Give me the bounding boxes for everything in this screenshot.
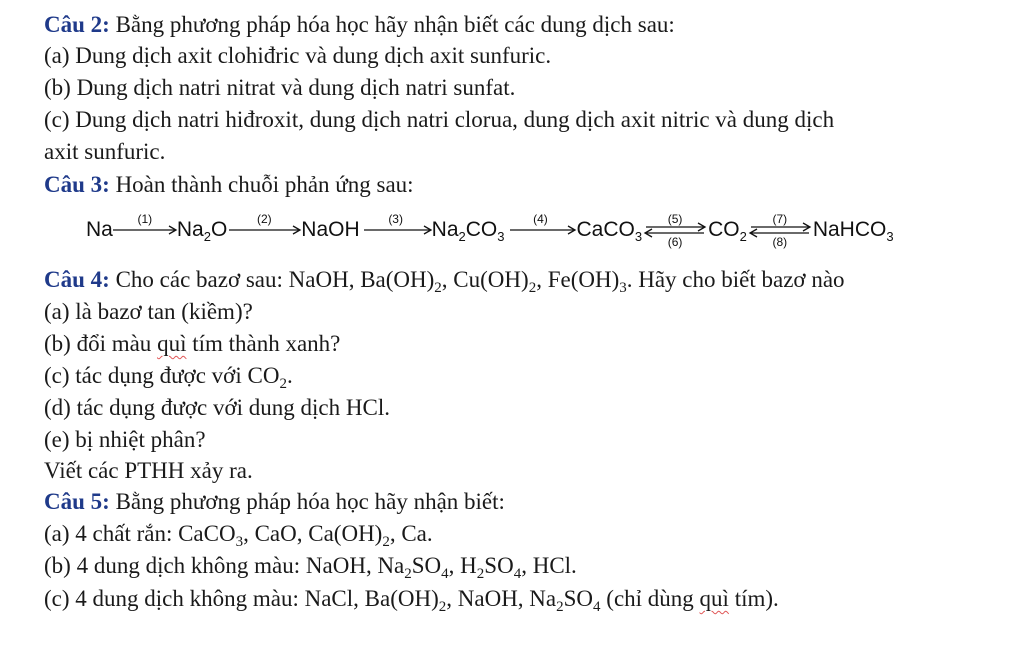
arrow-1 [113,210,177,250]
species-caco3: CaCO$_3$ [576,218,643,244]
species-na2co3: $Na_2CO_3$ [431,218,505,244]
q4-label: Câu 4: [44,267,110,292]
q5-item-b: (b) 4 dung dịch không màu: NaOH, $Na_2SO_4$, $H_2SO_4$, HCl. [44,553,577,582]
q2-item-c-line1: (c) Dung dịch natri hiđroxit, dung dịch natri clorua, dung dịch axit nitric và dung dịch [44,107,835,132]
reaction-chain [86,210,894,250]
q2-label: Câu 2: [44,12,110,37]
q3-text: Hoàn thành chuỗi phản ứng sau: [109,172,414,197]
q4-heading: Câu 4: Cho các bazơ sau: NaOH, $Ba(OH)_2$, $Cu(OH)_2$, $Fe(OH)_3$. Hãy cho biết bazơ nào [44,267,845,296]
q2-item-c-line2: axit sunfuric. [44,139,166,164]
arrow-4 [504,210,576,250]
q2-item-a: (a) Dung dịch axit clohiđric và dung dịch axit sunfuric. [44,43,552,68]
species-na2o: $Na_2O$ [176,218,228,244]
arrow-2 [227,210,301,250]
q5-label: Câu 5: [44,489,110,514]
q4-item-d: (d) tác dụng được với dung dịch HCl. [44,395,390,420]
q4-item-e: (e) bị nhiệt phân? [44,427,206,452]
arrow-7-8-equilibrium [747,210,813,250]
arrow-label-5: (5) [667,212,683,226]
q4-item-b: (b) đổi màu quì tím thành xanh? [44,331,341,356]
arrow-5-6-equilibrium [642,210,708,250]
species-nahco3: NaHCO$_3$ [812,218,894,244]
spellcheck-word: quì [157,331,187,356]
q2-heading [44,10,675,40]
arrow-label-2: (2) [256,212,272,226]
q4-footer: Viết các PTHH xảy ra. [44,458,253,483]
arrow-label-1: (1) [137,212,153,226]
q5-item-a: (a) 4 chất rắn: CaCO$_3$, CaO, $Ca(OH)_2$, Ca. [44,521,433,550]
species-co2: $CO_2$ [708,218,747,244]
q2-item-b: (b) Dung dịch natri nitrat và dung dịch natri sunfat. [44,75,516,100]
arrow-label-4: (4) [533,212,548,226]
arrow-label-3: (3) [388,212,403,226]
arrow-label-6: (6) [667,235,683,249]
arrow-label-7: (7) [772,212,788,226]
q3-label: Câu 3: [44,172,110,197]
q4-item-c: (c) tác dụng được với $CO_2$. [44,363,293,392]
q5-heading [44,487,505,517]
species-naoh: NaOH [301,218,360,241]
arrow-label-8: (8) [772,235,788,249]
q5-item-c: (c) 4 dung dịch không màu: NaCl, $Ba(OH)_2$, NaOH, $Na_2SO_4$ (chỉ dùng quì tím). [44,586,779,615]
q2-text: Bằng phương pháp hóa học hãy nhận biết các dung dịch sau: [109,12,675,37]
q4-item-a: (a) là bazơ tan (kiềm)? [44,299,253,324]
spellcheck-word: quì [699,586,729,611]
q3-heading [44,170,414,200]
species-na: Na [86,218,113,241]
arrow-3 [360,210,432,250]
q5-text: Bằng phương pháp hóa học hãy nhận biết: [109,489,505,514]
